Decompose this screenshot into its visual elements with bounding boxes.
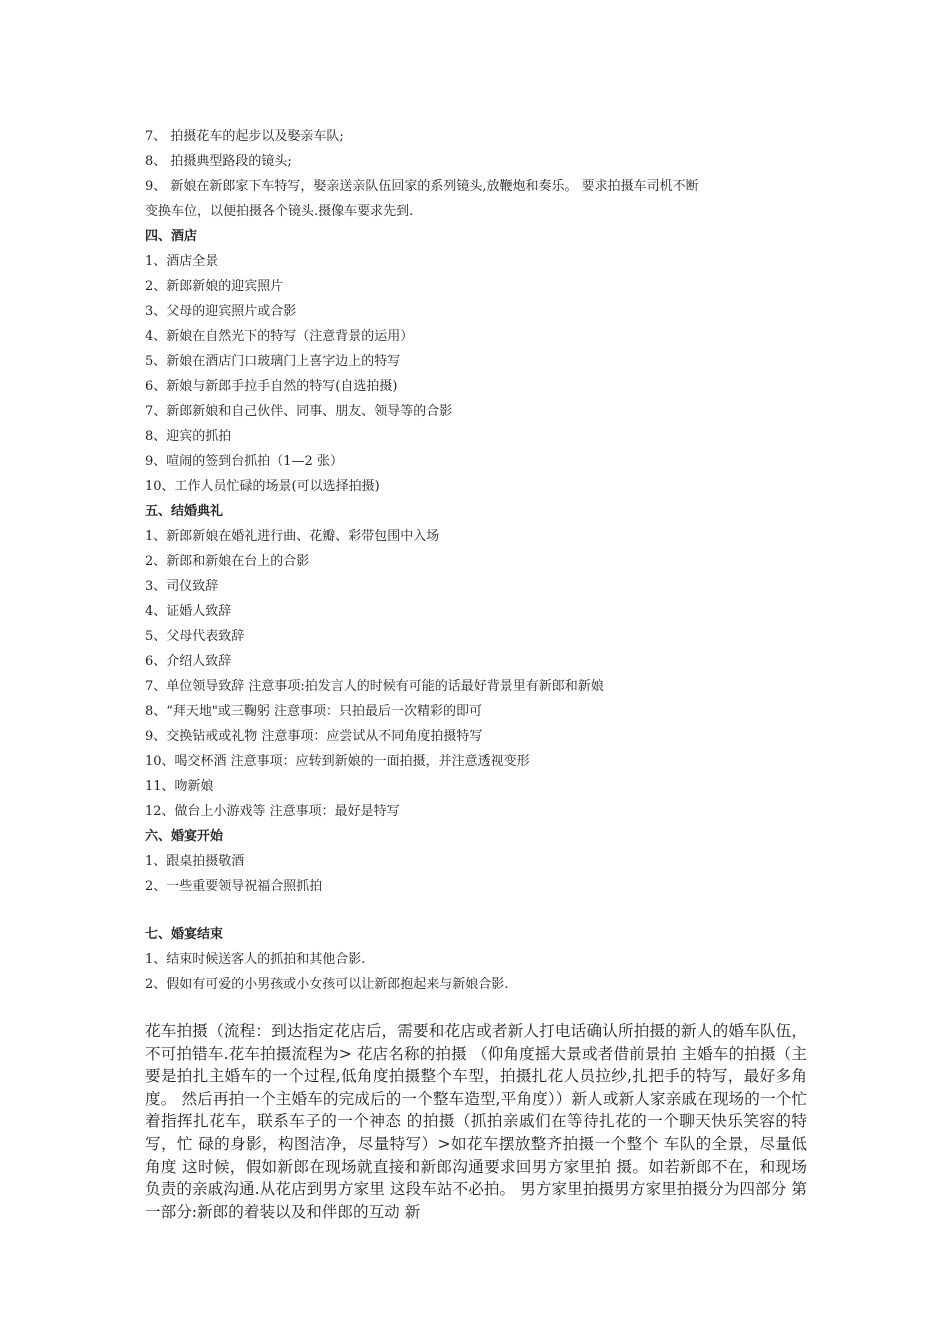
list-item: 6、新娘与新郎手拉手自然的特写(自选拍摄) [145, 379, 398, 394]
list-item: 9、交换钻戒或礼物 注意事项：应尝试从不同角度拍摄特写 [145, 729, 483, 744]
section-heading: 五、结婚典礼 [145, 504, 224, 519]
list-item: 1、跟桌拍摄敬酒 [145, 854, 245, 869]
list-item: 9、 新娘在新郎家下车特写，娶亲送亲队伍回家的系列镜头,放鞭炮和奏乐。 要求拍摄车司机不断 [145, 179, 699, 194]
list-item: 10、喝交杯酒 注意事项：应转到新娘的一面拍摄，并注意透视变形 [145, 754, 530, 769]
list-item: 5、新娘在酒店门口玻璃门上喜字边上的特写 [145, 354, 401, 369]
list-item: 4、证婚人致辞 [145, 604, 232, 619]
list-item: 2、新郎和新娘在台上的合影 [145, 554, 310, 569]
section-heading: 四、酒店 [145, 229, 198, 244]
list-item: 7、单位领导致辞 注意事项:拍发言人的时候有可能的话最好背景里有新郎和新娘 [145, 679, 604, 694]
list-item: 2、一些重要领导祝福合照抓拍 [145, 879, 323, 894]
list-item: 3、父母的迎宾照片或合影 [145, 304, 297, 319]
list-item: 11、吻新娘 [145, 779, 214, 794]
list-item: 变换车位，以便拍摄各个镜头.摄像车要求先到. [145, 204, 414, 219]
list-item: 5、父母代表致辞 [145, 629, 245, 644]
list-item: 12、做台上小游戏等 注意事项：最好是特写 [145, 804, 400, 819]
list-item: 8、“拜天地"或三鞠躬 注意事项：只拍最后一次精彩的即可 [145, 704, 483, 719]
list-item: 3、司仪致辞 [145, 579, 219, 594]
list-item: 8、迎宾的抓拍 [145, 429, 232, 444]
section-heading: 六、婚宴开始 [145, 829, 224, 844]
list-item: 7、 拍摄花车的起步以及娶亲车队; [145, 129, 344, 144]
list-item: 9、喧闹的签到台抓拍（1—2 张） [145, 454, 343, 469]
list-item: 1、新郎新娘在婚礼进行曲、花瓣、彩带包围中入场 [145, 529, 440, 544]
section-heading: 七、婚宴结束 [145, 927, 224, 942]
list-item: 6、介绍人致辞 [145, 654, 232, 669]
list-item: 4、新娘在自然光下的特写（注意背景的运用） [145, 329, 414, 344]
body-paragraph: 花车拍摄（流程：到达指定花店后，需要和花店或者新人打电话确认所拍摄的新人的婚车队伍，不可拍错车.花车拍摄流程为> 花店名称的拍摄 （仰角度摇大景或者借前景拍 主婚车的拍摄（主要是拍扎主婚车的一个过程,低角度拍摄整个车型，拍摄扎花人员拉纱,扎把手的特写，最好多角度。 然后再拍一个主婚车的完成后的一个整车造型,平角度））新人或新人家亲戚在现场的一个忙着指挥扎花车，联系车子的一个神态 的拍摄（抓拍亲戚们在等待扎花的一个聊天快乐笑容的特写，忙 碌的身影，构图洁净，尽量特写）>如花车摆放整齐拍摄一个整个 车队的全景，尽量低角度 这时候，假如新郎在现场就直接和新郎沟通要求回男方家里拍 摄。如若新郎不在，和现场负责的亲戚沟通.从花店到男方家里 这段车站不必拍。 男方家里拍摄男方家里拍摄分为四部分 第一部分:新郎的着装以及和伴郎的互动 新 [145, 1022, 807, 1221]
list-item: 8、 拍摄典型路段的镜头; [145, 154, 292, 169]
list-item: 1、结束时候送客人的抓拍和其他合影. [145, 952, 366, 967]
list-item: 10、工作人员忙碌的场景(可以选择拍摄) [145, 479, 380, 494]
list-item: 7、新郎新娘和自己伙伴、同事、朋友、领导等的合影 [145, 404, 453, 419]
list-item: 1、酒店全景 [145, 254, 219, 269]
list-item: 2、假如有可爱的小男孩或小女孩可以让新郎抱起来与新娘合影. [145, 977, 509, 992]
list-item: 2、新郎新娘的迎宾照片 [145, 279, 284, 294]
